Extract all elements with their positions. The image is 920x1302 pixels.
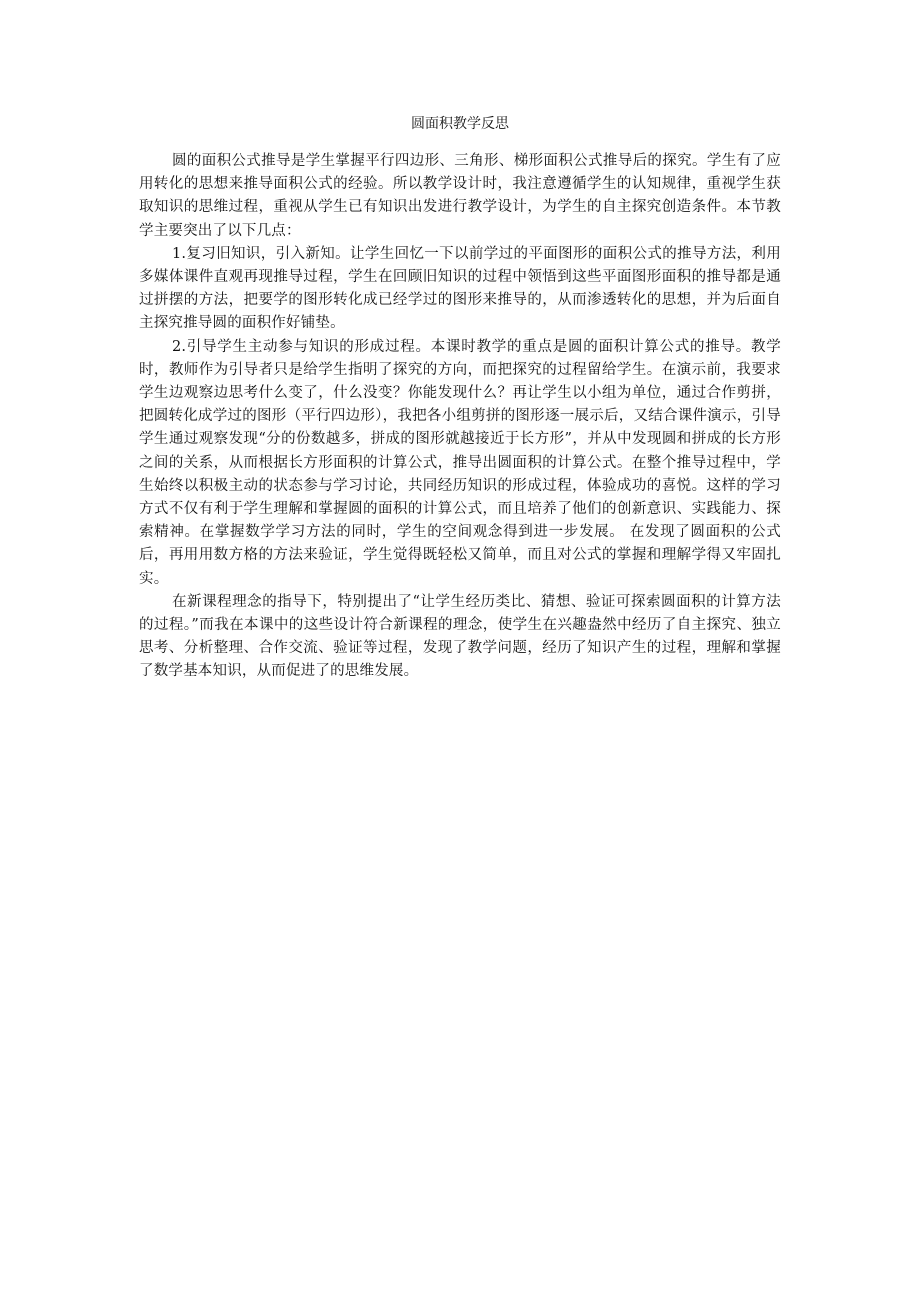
paragraph-point-1: 1.复习旧知识，引入新知。让学生回忆一下以前学过的平面图形的面积公式的推导方法，利用多媒体课件直观再现推导过程，学生在回顾旧知识的过程中领悟到这些平面图形面积的推导都是通过拼摆的方法，把要学的图形转化成已经学过的图形来推导的，从而渗透转化的思想，并为后面自主探究推导圆的面积作好铺垫。 xyxy=(139,245,781,332)
paragraph-intro: 圆的面积公式推导是学生掌握平行四边形、三角形、梯形面积公式推导后的探究。学生有了应用转化的思想来推导面积公式的经验。所以教学设计时，我注意遵循学生的认知规律，重视学生获取知识的思维过程，重视从学生已有知识出发进行教学设计，为学生的自主探究创造条件。本节教学主要突出了以下几点： xyxy=(139,153,781,239)
document-body xyxy=(139,112,781,684)
document-title: 圆面积教学反思 xyxy=(411,116,509,132)
paragraph-conclusion: 在新课程理念的指导下，特别提出了“让学生经历类比、猜想、验证可探索圆面积的计算方法的过程。”而我在本课中的这些设计符合新课程的理念，使学生在兴趣盎然中经历了自主探究、独立思考、分析整理、合作交流、验证等过程，发现了教学问题，经历了知识产生的过程，理解和掌握了数学基本知识，从而促进了的思维发展。 xyxy=(139,593,781,680)
paragraph-point-2: 2.引导学生主动参与知识的形成过程。本课时教学的重点是圆的面积计算公式的推导。教学时，教师作为引导者只是给学生指明了探究的方向，而把探究的过程留给学生。在演示前，我要求学生边观察边思考什么变了，什么没变？你能发现什么？再让学生以小组为单位，通过合作剪拼，把圆转化成学过的图形（平行四边形），我把各小组剪拼的图形逐一展示后，又结合课件演示，引导学生通过观察发现“分的份数越多，拼成的图形就越接近于长方形”，并从中发现圆和拼成的长方形之间的关系，从而根据长方形面积的计算公式，推导出圆面积的计算公式。在整个推导过程中，学生始终以积极主动的状态参与学习讨论，共同经历知识的形成过程，体验成功的喜悦。这样的学习方式不仅有利于学生理解和掌握圆的面积的计算公式，而且培养了他们的创新意识、实践能力、探索精神。在掌握数学学习方法的同时，学生的空间观念得到进一步发展。 在发现了圆面积的公式后，再用用数方格的方法来验证，学生觉得既轻松又简单，而且对公式的掌握和理解学得又牢固扎实。 xyxy=(139,338,781,587)
